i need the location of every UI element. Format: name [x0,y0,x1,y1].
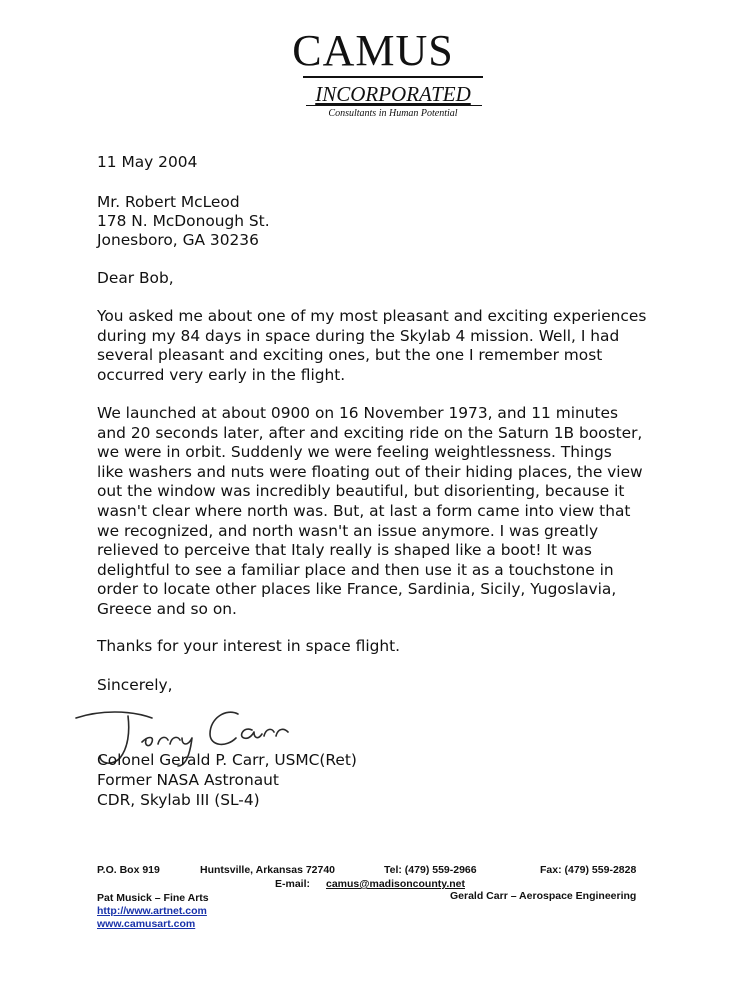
paragraph-1: You asked me about one of my most pleasant and exciting experiences during my 84 days in space during the Skylab 4 mission. Well, I had several pleasant and exciting ones, but the one I remember most occurred very early in the flight. [97,307,647,384]
closing: Sincerely, [97,676,173,694]
letterhead-rule-bottom [306,105,482,106]
salutation: Dear Bob, [97,269,174,287]
footer-email-label: E-mail: [275,878,311,890]
signer-name: Colonel Gerald P. Carr, USMC(Ret) [97,751,357,769]
footer-link-camusart[interactable]: www.camusart.com [97,918,196,930]
company-subtitle: INCORPORATED [315,82,471,106]
footer-city: Huntsville, Arkansas 72740 [200,864,336,876]
paragraph-2: We launched at about 0900 on 16 November 1973, and 11 minutes and 20 seconds later, after and exciting ride on the Saturn 1B booster, we were in orbit. Suddenly we were feeling weightlessness. Things like washers and nuts were floating out of their hiding places, the view out the window was incredibly beautiful, but disorienting, because it wasn't clear where north was. But, at last a form came into view that we recognized, and north wasn't an issue anymore. I was greatly relieved to perceive that Italy really is shaped like a boot! It was delightful to see a familiar place and then use it as a touchstone in order to locate other places like France, Sardinia, Sicily, Yugoslavia, Greece and so on. [97,404,643,618]
signer-title: Former NASA Astronaut [97,771,279,789]
company-name: CAMUS [292,26,454,75]
footer-pobox: P.O. Box 919 [97,864,160,876]
footer-email-link[interactable]: camus@madisoncounty.net [326,878,465,890]
letter-date: 11 May 2004 [97,153,198,171]
footer-right-name: Gerald Carr – Aerospace Engineering [450,890,637,902]
footer-fax: Fax: (479) 559-2828 [540,864,637,876]
recipient-city: Jonesboro, GA 30236 [97,231,259,249]
letterhead-rule-top [303,76,483,78]
paragraph-3: Thanks for your interest in space flight. [97,637,401,655]
footer-tel: Tel: (479) 559-2966 [384,864,477,876]
recipient-name: Mr. Robert McLeod [97,193,240,211]
company-tagline: Consultants in Human Potential [328,108,458,119]
signer-role: CDR, Skylab III (SL-4) [97,791,260,809]
footer-link-artnet[interactable]: http://www.artnet.com [97,905,207,917]
footer-left-name: Pat Musick – Fine Arts [97,892,209,904]
recipient-street: 178 N. McDonough St. [97,212,270,230]
